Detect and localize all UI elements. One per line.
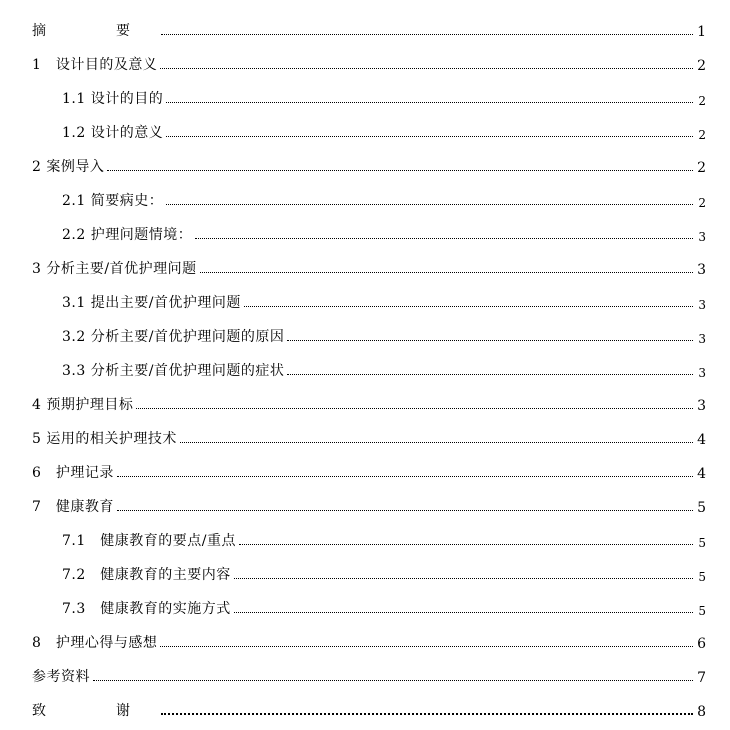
toc-leader-dots [244, 305, 693, 307]
toc-entry-title: 2.1 简要病史： [62, 193, 164, 209]
toc-entry-title: 3 分析主要/首优护理问题 [32, 261, 197, 277]
toc-entry-title: 7 健康教育 [32, 499, 114, 515]
toc-entry-page: 5 [698, 536, 706, 550]
toc-entry-page: 7 [697, 670, 706, 686]
toc-entry-abstract[interactable] [0, 18, 730, 40]
toc-entry-title: 3.3 分析主要/首优护理问题的症状 [62, 363, 285, 379]
toc-entry-page: 4 [697, 432, 706, 448]
toc-entry-8[interactable] [0, 630, 730, 652]
toc-leader-dots [117, 509, 693, 511]
toc-leader-dots [166, 101, 693, 103]
toc-leader-dots [166, 203, 693, 205]
toc-entry-page: 3 [698, 332, 706, 346]
toc-entry-page: 3 [698, 366, 706, 380]
toc-entry-4[interactable] [0, 392, 730, 414]
toc-entry-page: 2 [698, 128, 706, 142]
toc-leader-dots [287, 339, 693, 341]
toc-leader-dots [180, 441, 693, 443]
toc-leader-dots [239, 543, 693, 545]
toc-leader-dots [234, 611, 693, 613]
toc-entry-6[interactable] [0, 460, 730, 482]
toc-entry-3[interactable] [0, 256, 730, 278]
toc-entry-title: 4 预期护理目标 [32, 397, 134, 413]
toc-entry-title: 1.2 设计的意义 [62, 125, 164, 141]
toc-entry-title: 8 护理心得与感想 [32, 635, 158, 651]
toc-entry-page: 6 [697, 636, 706, 652]
toc-entry-page: 4 [697, 466, 706, 482]
toc-leader-dots [160, 67, 693, 69]
toc-entry-title: 2.2 护理问题情境： [62, 227, 193, 243]
toc-leader-dots [287, 373, 693, 375]
toc-entry-title: 1.1 设计的目的 [62, 91, 164, 107]
toc-entry-7-3[interactable] [0, 596, 730, 618]
toc-entry-title: 3.1 提出主要/首优护理问题 [62, 295, 241, 311]
toc-entry-page: 3 [698, 230, 706, 244]
toc-entry-title: 致 谢 [32, 703, 158, 719]
toc-leader-dots [161, 33, 693, 35]
toc-entry-title: 6 护理记录 [32, 465, 114, 481]
toc-leader-dots [195, 237, 693, 239]
toc-leader-dots [117, 475, 693, 477]
toc-leader-dots [234, 577, 693, 579]
toc-entry-2[interactable] [0, 154, 730, 176]
toc-entry-title: 1 设计目的及意义 [32, 57, 158, 73]
toc-entry-page: 5 [698, 604, 706, 618]
toc-entry-1[interactable] [0, 52, 730, 74]
toc-entry-1-1[interactable] [0, 86, 730, 108]
toc-entry-2-1[interactable] [0, 188, 730, 210]
toc-entry-page: 1 [697, 24, 706, 40]
toc-entry-acknowledgements[interactable] [0, 698, 730, 720]
toc-entry-page: 5 [697, 500, 706, 516]
toc-entry-title: 5 运用的相关护理技术 [32, 431, 177, 447]
toc-entry-title: 7.2 健康教育的主要内容 [62, 567, 231, 583]
toc-entry-3-2[interactable] [0, 324, 730, 346]
toc-entry-title: 参考资料 [32, 669, 90, 685]
toc-leader-dots [136, 407, 693, 409]
toc-entry-title: 7.3 健康教育的实施方式 [62, 601, 231, 617]
toc-entry-5[interactable] [0, 426, 730, 448]
toc-entry-1-2[interactable] [0, 120, 730, 142]
toc-leader-dots [160, 645, 693, 647]
toc-entry-3-1[interactable] [0, 290, 730, 312]
toc-entry-title: 2 案例导入 [32, 159, 105, 175]
toc-entry-7-1[interactable] [0, 528, 730, 550]
toc-entry-page: 5 [698, 570, 706, 584]
toc-leader-dots [161, 712, 693, 715]
toc-entry-3-3[interactable] [0, 358, 730, 380]
toc-entry-7-2[interactable] [0, 562, 730, 584]
toc-entry-title: 摘 要 [32, 23, 158, 39]
toc-entry-page: 3 [698, 298, 706, 312]
toc-entry-page: 2 [698, 196, 706, 210]
toc-leader-dots [166, 135, 693, 137]
toc-entry-page: 2 [697, 160, 706, 176]
toc-entry-title: 7.1 健康教育的要点/重点 [62, 533, 236, 549]
toc-entry-references[interactable] [0, 664, 730, 686]
toc-entry-page: 3 [697, 262, 706, 278]
toc-leader-dots [93, 679, 693, 681]
toc-entry-page: 8 [697, 704, 706, 720]
toc-entry-title: 3.2 分析主要/首优护理问题的原因 [62, 329, 285, 345]
toc-entry-7[interactable] [0, 494, 730, 516]
toc-entry-page: 3 [697, 398, 706, 414]
toc-entry-2-2[interactable] [0, 222, 730, 244]
toc-leader-dots [107, 169, 693, 171]
toc-entry-page: 2 [697, 58, 706, 74]
toc-entry-page: 2 [698, 94, 706, 108]
toc-leader-dots [200, 271, 693, 273]
